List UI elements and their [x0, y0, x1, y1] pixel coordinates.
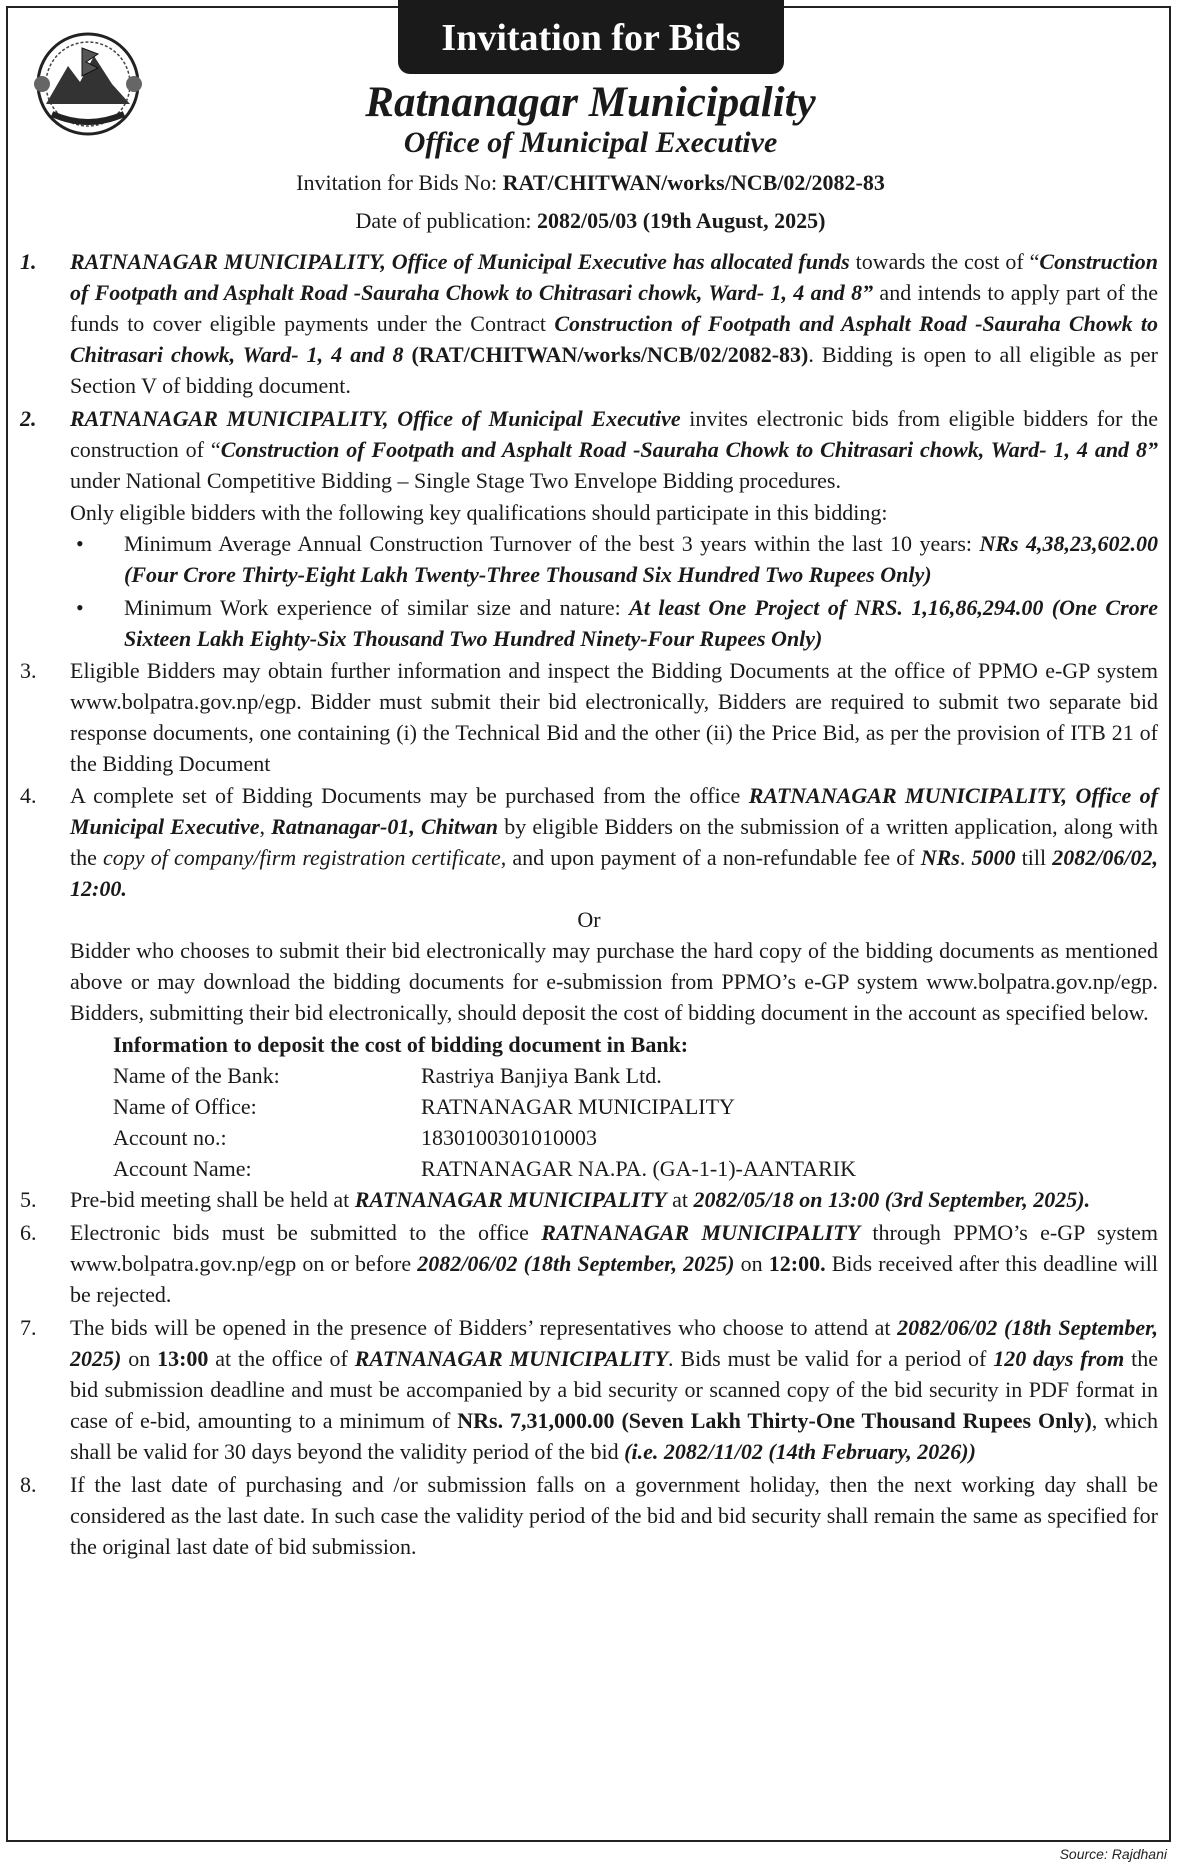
- text-run: 2082/06/02 (18th September, 2025): [70, 1315, 1158, 1371]
- text-run: through PPMO’s e-GP system www.bolpatra.gov.np/egp on or before: [70, 1220, 1159, 1276]
- text-run: 2082/06/02 (18th September, 2025): [417, 1251, 735, 1276]
- bank-value: Rastriya Banjiya Bank Ltd.: [421, 1063, 662, 1088]
- bank-row: [113, 1122, 1158, 1153]
- text-run: 120 days from: [993, 1346, 1125, 1371]
- bank-key: Name of the Bank:: [113, 1063, 280, 1088]
- electronic-option-text: Bidder who chooses to submit their bid electronically may purchase the hard copy of the bidding documents as mentioned above or may download the bidding documents for e-submission from PPMO’s e-GP system www.bolpatra.gov.np/egp. Bidders, submitting their bid electronically, should deposit the cost of bidding document in the account as specified below.: [70, 938, 1158, 1025]
- text-run: RATNANAGAR MUNICIPALITY: [354, 1187, 667, 1212]
- text-run: at: [666, 1187, 694, 1212]
- text-run: and intends to apply part of the funds to cover eligible payments under the Contract: [70, 280, 1158, 336]
- text-run: Ratnanagar-01, Chitwan: [271, 814, 499, 839]
- clause-number: 8.: [20, 1472, 37, 1497]
- qualification-experience: [20, 592, 1158, 654]
- publication-date-line: [0, 208, 1181, 234]
- text-run: 13:00: [157, 1346, 209, 1371]
- bullet-text: [124, 528, 1158, 590]
- text-run: . Bidding is open to all eligible as per Section V of bidding document.: [70, 342, 1158, 398]
- text-run: A complete set of Bidding Documents may be purchased from the office: [70, 783, 749, 808]
- text-run: 2082/06/02, 12:00.: [70, 845, 1158, 901]
- clause-8: [20, 1469, 1158, 1562]
- clause-5: [20, 1184, 1158, 1215]
- clause-number: 4.: [20, 783, 37, 808]
- source-credit: Source: Rajdhani: [1059, 1846, 1167, 1862]
- text-run: towards the cost of “: [849, 249, 1040, 274]
- banner-title: Invitation for Bids: [398, 0, 784, 74]
- text-run: on: [121, 1346, 158, 1371]
- clause-number: 3.: [20, 658, 37, 683]
- text-run: NRs: [920, 845, 960, 870]
- bullet-icon: •: [76, 595, 84, 620]
- bank-row: [113, 1060, 1158, 1091]
- bank-row: [113, 1091, 1158, 1122]
- text-run: RATNANAGAR MUNICIPALITY: [354, 1346, 669, 1371]
- pub-date: 2082/05/03 (19th August, 2025): [536, 208, 826, 233]
- text-run: (i.e. 2082/11/02 (14th February, 2026)): [624, 1439, 976, 1464]
- text-run: ,: [259, 814, 272, 839]
- notice-body: [20, 246, 1158, 1562]
- text-run: The bids will be opened in the presence of Bidders’ representatives who choose to attend at: [70, 1315, 898, 1340]
- text-run: NRs 4,38,23,602.00 (Four Crore Thirty-Eight Lakh Twenty-Three Thousand Six Hundred Two Rupees Only): [124, 531, 1159, 587]
- clause-1: [20, 246, 1158, 401]
- text-run: till: [1015, 845, 1053, 870]
- ifb-label: Invitation for Bids No:: [296, 170, 503, 195]
- clause-text: [70, 1184, 1158, 1215]
- bank-value: RATNANAGAR NA.PA. (GA-1-1)-AANTARIK: [421, 1156, 856, 1181]
- clause-text: If the last date of purchasing and /or submission falls on a government holiday, then the next working day shall be considered as the last date. In such case the validity period of the bid and bid security shall remain the same as specified for the original last date of bid submission.: [70, 1472, 1158, 1559]
- clause-number: 2.: [20, 406, 37, 431]
- text-run: at the office of: [208, 1346, 355, 1371]
- text-run: 12:00.: [768, 1251, 826, 1276]
- qualification-intro: Only eligible bidders with the following key qualifications should participate in this bidding:: [70, 500, 888, 525]
- text-run: Minimum Work experience of similar size and nature:: [124, 595, 630, 620]
- text-run: . Bids must be valid for a period of: [668, 1346, 994, 1371]
- text-run: Construction of Footpath and Asphalt Road -Sauraha Chowk to Chitrasari chowk, Ward- 1, 4 and 8: [70, 311, 1158, 367]
- clause-text: Eligible Bidders may obtain further information and inspect the Bidding Documents at the office of PPMO e-GP system www.bolpatra.gov.np/egp. Bidder must submit their bid electronically, Bidders are required to submit two separate bid response documents, one containing (i) the Technical Bid and the other (ii) the Price Bid, as per the provision of ITB 21 of the Bidding Document: [70, 658, 1158, 776]
- or-separator: Or: [577, 907, 601, 932]
- bank-key: Name of Office:: [113, 1094, 257, 1119]
- bank-key: Account Name:: [113, 1156, 252, 1181]
- clause-number: 6.: [20, 1220, 37, 1245]
- municipality-name: Ratnanagar Municipality: [365, 79, 816, 126]
- text-run: RATNANAGAR MUNICIPALITY, Office of Municipal Executive has allocated funds: [70, 249, 850, 274]
- ifb-number: RAT/CHITWAN/works/NCB/02/2082-83: [502, 170, 885, 195]
- text-run: NRs. 7,31,000.00 (Seven Lakh Thirty-One Thousand Rupees Only): [457, 1408, 1092, 1433]
- bullet-text: [124, 592, 1158, 654]
- clause-text: [70, 246, 1158, 401]
- text-run: RATNANAGAR MUNICIPALITY: [541, 1220, 861, 1245]
- text-run: by eligible Bidders on the submission of a written application, along with the: [70, 814, 1158, 870]
- pub-label: Date of publication:: [355, 208, 537, 233]
- text-run: RATNANAGAR MUNICIPALITY, Office of Municipal Executive: [70, 783, 1158, 839]
- bank-key: Account no.:: [113, 1125, 227, 1150]
- text-run: At least One Project of NRS. 1,16,86,294.00 (One Crore Sixteen Lakh Eighty-Six Thousand Two Hundred Ninety-Four Rupees Only): [124, 595, 1158, 651]
- clause-text: [70, 403, 1158, 496]
- text-run: the bid submission deadline and must be accompanied by a bid security or scanned copy of the bid security in PDF format in case of e-bid, amounting to a minimum of: [70, 1346, 1159, 1433]
- text-run: 5000: [971, 845, 1016, 870]
- text-run: , which shall be valid for 30 days beyond the validity period of the bid: [70, 1408, 1158, 1464]
- bank-row: [113, 1153, 1158, 1184]
- text-run: under National Competitive Bidding – Single Stage Two Envelope Bidding procedures.: [70, 468, 841, 493]
- bank-value: 1830100301010003: [421, 1125, 597, 1150]
- clause-2: [20, 403, 1158, 496]
- text-run: Electronic bids must be submitted to the office: [70, 1220, 542, 1245]
- clause-number: 7.: [20, 1315, 37, 1340]
- ifb-number-line: [0, 170, 1181, 196]
- text-run: , and upon payment of a non-refundable fee of: [500, 845, 921, 870]
- text-run: Bids received after this deadline will be rejected.: [70, 1251, 1159, 1307]
- text-run: RATNANAGAR MUNICIPALITY, Office of Municipal Executive: [70, 406, 681, 431]
- text-run: invites electronic bids from eligible bidders for the construction of “: [70, 406, 1158, 462]
- text-run: Construction of Footpath and Asphalt Road -Sauraha Chowk to Chitrasari chowk, Ward- 1, 4 and 8”: [70, 249, 1159, 305]
- qualification-turnover: [20, 528, 1158, 590]
- clause-7: [20, 1312, 1158, 1467]
- bank-value: RATNANAGAR MUNICIPALITY: [421, 1094, 735, 1119]
- clause-6: [20, 1217, 1158, 1310]
- clause-text: [70, 780, 1158, 904]
- text-run: 2082/05/18 on 13:00 (3rd September, 2025).: [693, 1187, 1091, 1212]
- bank-info: [20, 1029, 1158, 1184]
- text-run: Construction of Footpath and Asphalt Road -Sauraha Chowk to Chitrasari chowk, Ward- 1, 4 and 8”: [220, 437, 1158, 462]
- clause-3: [20, 655, 1158, 779]
- text-run: (RAT/CHITWAN/works/NCB/02/2082-83): [403, 342, 809, 367]
- clause-text: [70, 1312, 1158, 1467]
- text-run: Pre-bid meeting shall be held at: [70, 1187, 355, 1212]
- bank-info-title: Information to deposit the cost of bidding document in Bank:: [113, 1032, 689, 1057]
- clause-text: [70, 1217, 1158, 1310]
- clause-number: 5.: [20, 1187, 37, 1212]
- text-run: Minimum Average Annual Construction Turnover of the best 3 years within the last 10 years:: [124, 531, 980, 556]
- text-run: .: [959, 845, 972, 870]
- bullet-icon: •: [76, 531, 84, 556]
- clause-4: [20, 780, 1158, 904]
- text-run: on: [734, 1251, 769, 1276]
- clause-number: 1.: [20, 249, 37, 274]
- text-run: copy of company/firm registration certificate: [103, 845, 501, 870]
- office-name: Office of Municipal Executive: [403, 126, 778, 159]
